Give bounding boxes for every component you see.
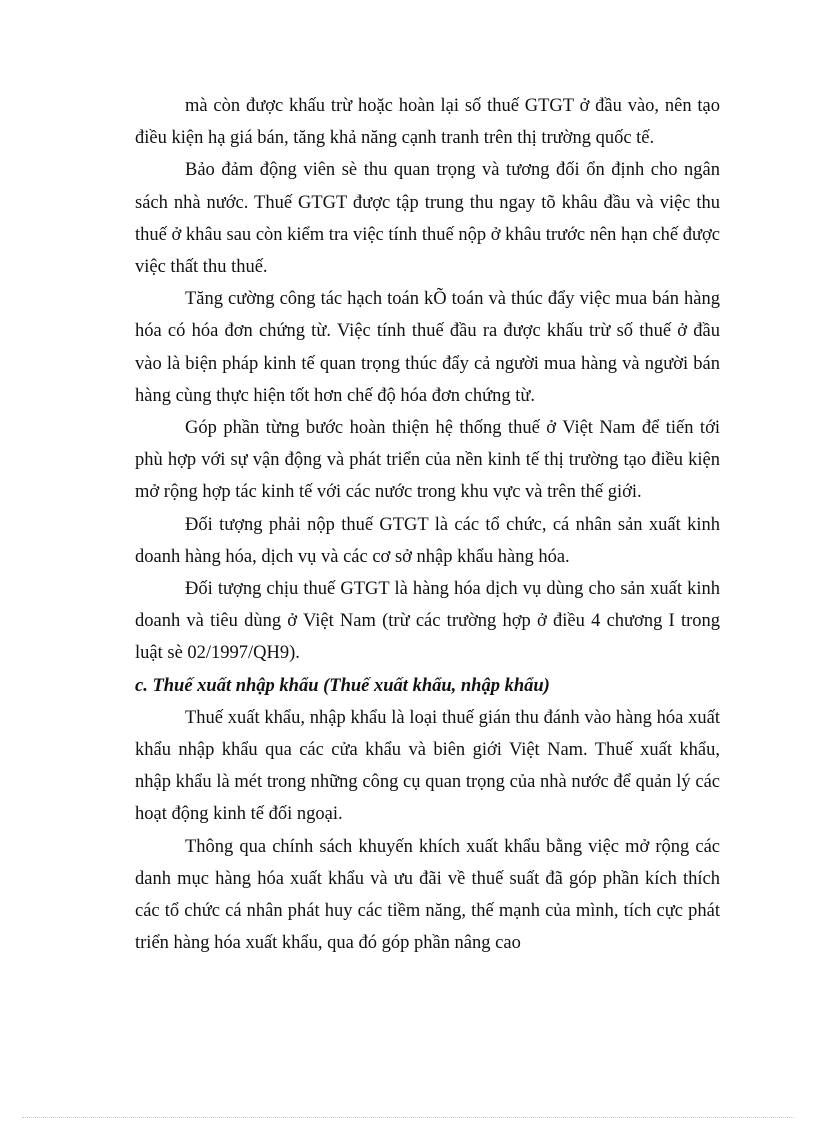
section-heading: c. Thuế xuất nhập khẩu (Thuế xuất khẩu, nhập khẩu) <box>135 675 550 696</box>
paragraph-tax-system: Góp phần từng bước hoàn thiện hệ thống thuế ở Việt Nam để tiến tới phù hợp với sự vận động và phát triển của nền kinh tế thị trường tạo điều kiện mở rộng hợp tác kinh tế với các nước trong khu vực và trên thế giới. <box>135 418 720 503</box>
paragraph-export-incentives: Thông qua chính sách khuyến khích xuất khẩu bằng việc mở rộng các danh mục hàng hóa xuất khẩu và ưu đãi về thuế suất đã góp phần kích thích các tổ chức cá nhân phát huy các tiềm năng, thế mạnh của mình, tích cực phát triển hàng hóa xuất khẩu, qua đó góp phần nâng cao <box>135 836 720 954</box>
document-page <box>135 90 720 959</box>
paragraph-revenue-mobilization: Bảo đảm động viên sè thu quan trọng và tương đối ổn định cho ngân sách nhà nước. Thuế GTGT được tập trung thu ngay tõ khâu đầu và việc thu thuế ở khâu sau còn kiểm tra việc tính thuế nộp ở khâu trước nên hạn chế được việc thất thu thuế. <box>135 160 720 278</box>
page-bottom-rule <box>22 1117 794 1118</box>
paragraph-continuation: mà còn được khấu trừ hoặc hoàn lại số thuế GTGT ở đầu vào, nên tạo điều kiện hạ giá bán, tăng khả năng cạnh tranh trên thị trường quốc tế. <box>135 96 720 149</box>
paragraph-taxpayers: Đối tượng phải nộp thuế GTGT là các tổ chức, cá nhân sản xuất kinh doanh hàng hóa, dịch vụ và các cơ sở nhập khẩu hàng hóa. <box>135 514 720 567</box>
paragraph-accounting: Tăng cường công tác hạch toán kÕ toán và thúc đẩy việc mua bán hàng hóa có hóa đơn chứng từ. Việc tính thuế đầu ra được khấu trừ số thuế ở đầu vào là biện pháp kinh tế quan trọng thúc đẩy cả người mua hàng và người bán hàng cùng thực hiện tốt hơn chế độ hóa đơn chứng từ. <box>135 289 720 406</box>
paragraph-import-export-tax: Thuế xuất khẩu, nhập khẩu là loại thuế gián thu đánh vào hàng hóa xuất khẩu nhập khẩu qua các cửa khẩu và biên giới Việt Nam. Thuế xuất khẩu, nhập khẩu là mét trong những công cụ quan trọng của nhà nước để quản lý các hoạt động kinh tế đối ngoại. <box>135 707 720 825</box>
paragraph-taxable-objects: Đối tượng chịu thuế GTGT là hàng hóa dịch vụ dùng cho sản xuất kinh doanh và tiêu dùng ở Việt Nam (trừ các trường hợp ở điều 4 chương I trong luật sè 02/1997/QH9). <box>135 579 720 664</box>
